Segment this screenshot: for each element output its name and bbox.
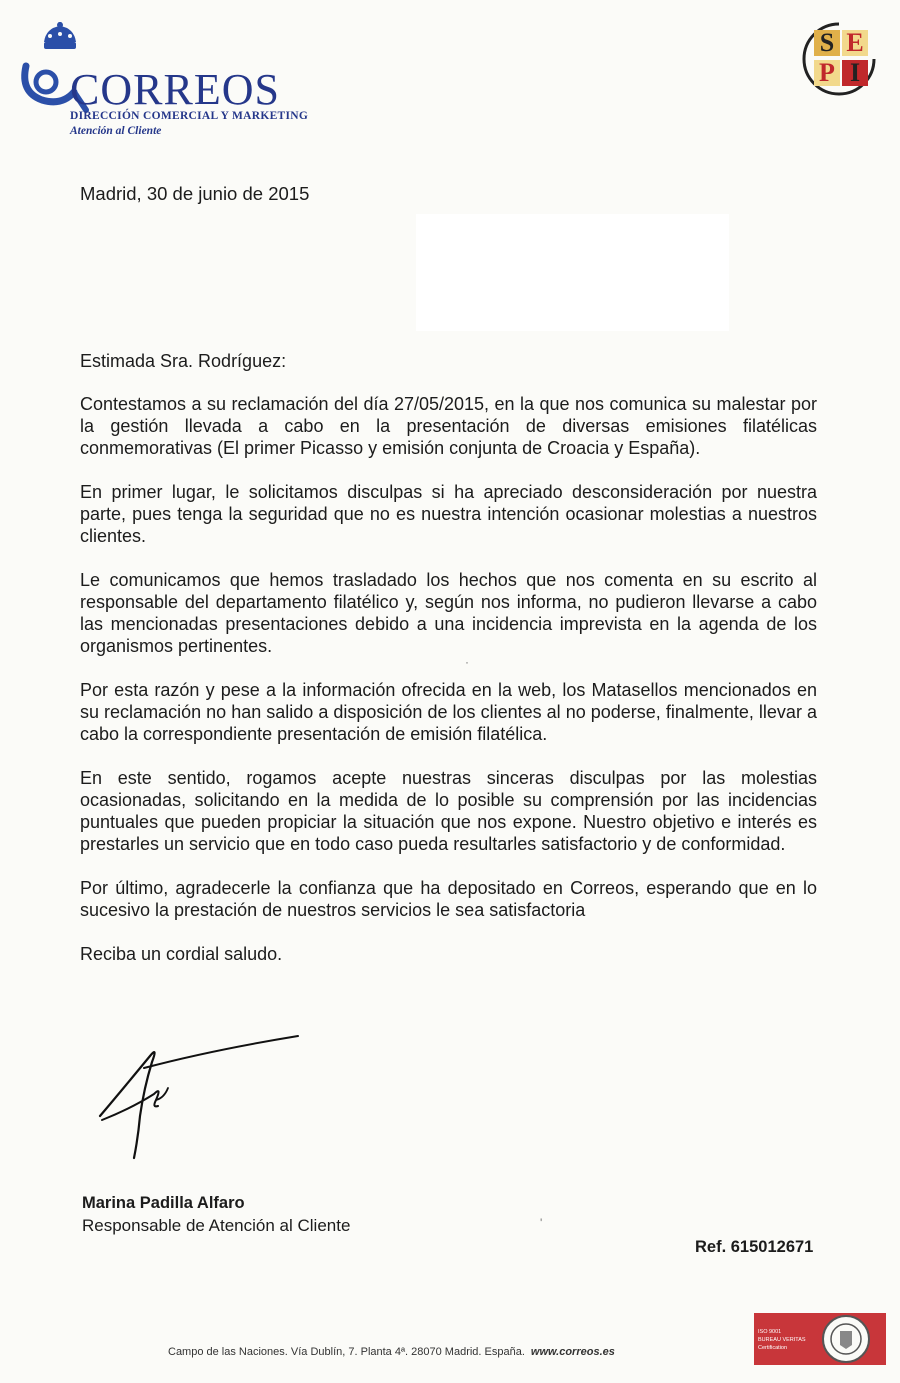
cert-line-2: BUREAU VERITAS: [758, 1337, 806, 1343]
paragraph-2: En primer lugar, le solicitamos disculpas si ha apreciado desconsideración por nuestra parte, pues tenga la seguridad que no es nuestra intención ocasionar molestias a nuestros clientes.: [80, 482, 817, 546]
paragraph-3: Le comunicamos que hemos trasladado los hechos que nos comenta en su escrito al responsable del departamento filatélico y, según nos informa, no pudieron llevarse a cabo las mencionadas presentaciones debido a una incidencia imprevista en la agenda de los organismos pertinentes.: [80, 570, 817, 656]
footer-address: Campo de las Naciones. Vía Dublín, 7. Planta 4ª. 28070 Madrid. España.: [168, 1346, 525, 1358]
handwritten-signature: [92, 1028, 312, 1163]
signer-role: Responsable de Atención al Cliente: [82, 1216, 351, 1235]
stray-mark: ·: [465, 655, 469, 669]
sepi-logo: [800, 20, 878, 98]
redacted-address-block: [416, 214, 729, 331]
paragraph-6: Por último, agradecerle la confianza que ha depositado en Correos, esperando que en lo sucesivo la prestación de nuestros servicios le sea satisfactoria: [80, 878, 817, 920]
paragraph-4: Por esta razón y pese a la información ofrecida en la web, los Matasellos mencionados en su reclamación no han salido a disposición de los clientes al no poderse, finalmente, llevar a cabo la correspondiente presentación de emisión filatélica.: [80, 680, 817, 744]
closing-line: Reciba un cordial saludo.: [80, 944, 283, 964]
department-name: DIRECCIÓN COMERCIAL Y MARKETING: [70, 110, 309, 122]
letter-greeting: Estimada Sra. Rodríguez:: [80, 351, 287, 371]
stray-mark: ': [540, 1216, 543, 1230]
brand-name: CORREOS: [70, 65, 280, 114]
sepi-letter-p: P: [814, 60, 840, 86]
footer-website[interactable]: www.correos.es: [530, 1346, 615, 1358]
letter-date: Madrid, 30 de junio de 2015: [80, 183, 310, 204]
cert-line-1: ISO 9001: [758, 1329, 782, 1335]
subdepartment-name: Atención al Cliente: [70, 125, 162, 137]
sepi-letter-s: S: [814, 30, 840, 56]
footer-address-line: [168, 1346, 615, 1358]
cert-line-3: Certification: [758, 1345, 788, 1351]
sepi-letter-i: I: [842, 60, 868, 86]
signer-name: Marina Padilla Alfaro: [82, 1194, 245, 1212]
correos-logo: [16, 22, 336, 147]
reference-number: Ref. 615012671: [695, 1238, 814, 1256]
paragraph-1: Contestamos a su reclamación del día 27/05/2015, en la que nos comunica su malestar por la gestión llevada a cabo en la presentación de diversas emisiones filatélicas conmemorativas (El primer Picasso y emisión conjunta de Croacia y España).: [80, 394, 817, 458]
certification-badge: [754, 1313, 886, 1365]
sepi-letter-e: E: [842, 30, 868, 56]
letter-body: [80, 393, 817, 987]
paragraph-5: En este sentido, rogamos acepte nuestras sinceras disculpas por las molestias ocasionadas, solicitando en la medida de lo posible su comprensión por las incidencias puntuales que pueden propiciar la situación que nos expone. Nuestro objetivo e interés es prestarles un servicio que en todo caso pueda resultarles satisfactorio y de conformidad.: [80, 768, 817, 854]
